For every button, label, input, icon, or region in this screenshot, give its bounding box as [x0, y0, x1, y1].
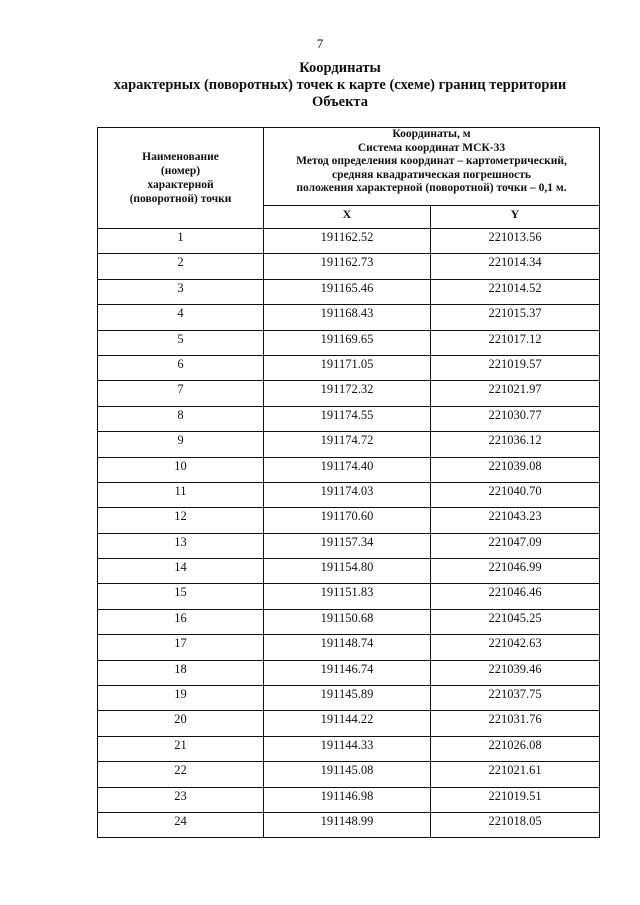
point-number-cell: 12: [98, 508, 264, 533]
point-name-header-line: Наименование: [142, 151, 219, 163]
point-number-cell: 6: [98, 355, 264, 380]
point-number-cell: 10: [98, 457, 264, 482]
y-coordinate-cell: 221040.70: [431, 482, 600, 507]
coordinates-header: [264, 128, 600, 206]
x-coordinate-cell: 191145.89: [264, 686, 431, 711]
point-number-cell: 16: [98, 609, 264, 634]
y-coordinate-cell: 221047.09: [431, 533, 600, 558]
title-line-3: Объекта: [312, 94, 368, 110]
title-line-2: характерных (поворотных) точек к карте (схеме) границ территории: [113, 77, 567, 93]
y-coordinate-cell: 221015.37: [431, 305, 600, 330]
y-coordinate-cell: 221045.25: [431, 609, 600, 634]
y-coordinate-cell: 221039.46: [431, 660, 600, 685]
point-number-cell: 7: [98, 381, 264, 406]
table-body: [98, 229, 600, 838]
y-column-header: Y: [431, 206, 600, 229]
x-coordinate-cell: 191174.72: [264, 432, 431, 457]
table-row: [98, 609, 600, 634]
table-row: [98, 432, 600, 457]
point-number-cell: 19: [98, 686, 264, 711]
table-row: [98, 482, 600, 507]
point-number-cell: 3: [98, 279, 264, 304]
page-number: 7: [316, 36, 324, 51]
y-coordinate-cell: 221013.56: [431, 229, 600, 254]
y-coordinate-cell: 221036.12: [431, 432, 600, 457]
point-number-cell: 11: [98, 482, 264, 507]
x-coordinate-cell: 191169.65: [264, 330, 431, 355]
table-row: [98, 635, 600, 660]
x-coordinate-cell: 191170.60: [264, 508, 431, 533]
table-row: [98, 787, 600, 812]
x-coordinate-cell: 191162.73: [264, 254, 431, 279]
point-number-cell: 21: [98, 736, 264, 761]
point-number-cell: 8: [98, 406, 264, 431]
point-name-header: [98, 128, 264, 229]
table-row: [98, 381, 600, 406]
title-line-1: Координаты: [299, 60, 381, 76]
x-coordinate-cell: 191148.74: [264, 635, 431, 660]
method-line: Метод определения координат – картометрический,: [296, 155, 567, 167]
x-coordinate-cell: 191174.55: [264, 406, 431, 431]
table-row: [98, 736, 600, 761]
method-line: средняя квадратическая погрешность: [332, 168, 531, 181]
table-row: [98, 457, 600, 482]
y-coordinate-cell: 221017.12: [431, 330, 600, 355]
point-number-cell: 22: [98, 762, 264, 787]
x-coordinate-cell: 191146.98: [264, 787, 431, 812]
point-number-cell: 4: [98, 305, 264, 330]
point-number-cell: 17: [98, 635, 264, 660]
coordinates-header-line: Координаты, м: [392, 128, 471, 140]
point-name-header-line: (поворотной) точки: [129, 193, 232, 205]
y-coordinate-cell: 221021.97: [431, 381, 600, 406]
point-number-cell: 1: [98, 229, 264, 254]
point-number-cell: 15: [98, 584, 264, 609]
x-column-header: X: [264, 206, 431, 229]
table-row: [98, 686, 600, 711]
x-coordinate-cell: 191144.22: [264, 711, 431, 736]
table-row: [98, 254, 600, 279]
x-coordinate-cell: 191151.83: [264, 584, 431, 609]
y-coordinate-cell: 221014.52: [431, 279, 600, 304]
y-coordinate-cell: 221037.75: [431, 686, 600, 711]
x-coordinate-cell: 191174.03: [264, 482, 431, 507]
y-coordinate-cell: 221014.34: [431, 254, 600, 279]
point-number-cell: 14: [98, 559, 264, 584]
table-row: [98, 305, 600, 330]
y-coordinate-cell: 221046.99: [431, 559, 600, 584]
point-number-cell: 2: [98, 254, 264, 279]
y-coordinate-cell: 221018.05: [431, 812, 600, 837]
y-coordinate-cell: 221030.77: [431, 406, 600, 431]
x-coordinate-cell: 191146.74: [264, 660, 431, 685]
point-number-cell: 20: [98, 711, 264, 736]
x-coordinate-cell: 191162.52: [264, 229, 431, 254]
point-number-cell: 23: [98, 787, 264, 812]
point-number-cell: 18: [98, 660, 264, 685]
table-row: [98, 355, 600, 380]
point-number-cell: 13: [98, 533, 264, 558]
table-row: [98, 584, 600, 609]
y-coordinate-cell: 221043.23: [431, 508, 600, 533]
x-coordinate-cell: 191165.46: [264, 279, 431, 304]
coordinates-table: [97, 127, 600, 838]
y-coordinate-cell: 221039.08: [431, 457, 600, 482]
x-coordinate-cell: 191157.34: [264, 533, 431, 558]
x-coordinate-cell: 191154.80: [264, 559, 431, 584]
point-number-cell: 24: [98, 812, 264, 837]
point-number-cell: 5: [98, 330, 264, 355]
table-row: [98, 559, 600, 584]
coordinates-header-line: Система координат МСК-33: [357, 141, 506, 154]
table-row: [98, 711, 600, 736]
y-coordinate-cell: 221026.08: [431, 736, 600, 761]
y-coordinate-cell: 221021.61: [431, 762, 600, 787]
table-row: [98, 279, 600, 304]
table-row: [98, 533, 600, 558]
x-coordinate-cell: 191144.33: [264, 736, 431, 761]
document-title: [60, 60, 620, 111]
method-line: положения характерной (поворотной) точки – 0,1 м.: [296, 182, 567, 194]
y-coordinate-cell: 221019.57: [431, 355, 600, 380]
x-coordinate-cell: 191168.43: [264, 305, 431, 330]
point-name-header-line: характерной: [147, 179, 214, 191]
table-row: [98, 508, 600, 533]
y-coordinate-cell: 221019.51: [431, 787, 600, 812]
point-name-header-line: (номер): [160, 165, 201, 177]
x-coordinate-cell: 191172.32: [264, 381, 431, 406]
table-header: [98, 128, 600, 229]
table-row: [98, 406, 600, 431]
x-coordinate-cell: 191145.08: [264, 762, 431, 787]
x-coordinate-cell: 191171.05: [264, 355, 431, 380]
table-row: [98, 660, 600, 685]
x-coordinate-cell: 191150.68: [264, 609, 431, 634]
x-coordinate-cell: 191174.40: [264, 457, 431, 482]
y-coordinate-cell: 221031.76: [431, 711, 600, 736]
table-row: [98, 229, 600, 254]
table-row: [98, 762, 600, 787]
table-row: [98, 812, 600, 837]
y-coordinate-cell: 221042.63: [431, 635, 600, 660]
y-coordinate-cell: 221046.46: [431, 584, 600, 609]
x-coordinate-cell: 191148.99: [264, 812, 431, 837]
point-number-cell: 9: [98, 432, 264, 457]
table-row: [98, 330, 600, 355]
